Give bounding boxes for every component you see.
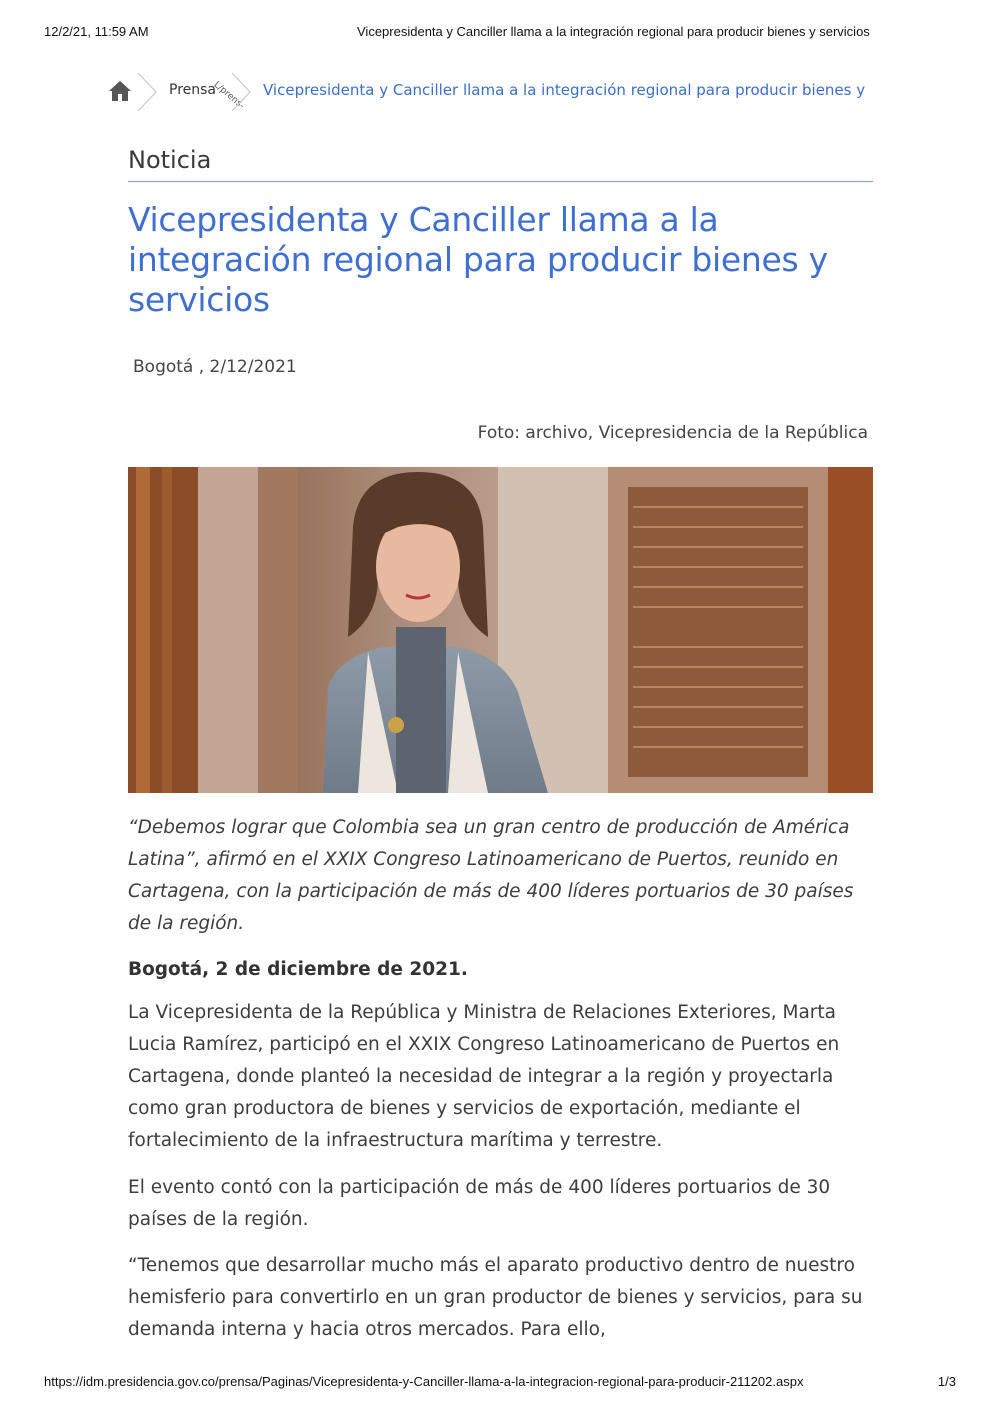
print-footer <box>44 1374 956 1392</box>
print-footer-url: https://idm.presidencia.gov.co/prensa/Paginas/Vicepresidenta-y-Canciller-llama-a-la-integracion-regional-para-producir-211202.aspx <box>44 1374 804 1389</box>
photo-caption: Foto: archivo, Vicepresidencia de la República <box>477 423 868 443</box>
article-paragraph: La Vicepresidenta de la República y Ministra de Relaciones Exteriores, Marta Lucia Ramírez, participó en el XXIX Congreso Latinoamericano de Puertos en Cartagena, donde planteó la necesidad de integrar a la región y proyectarla como gran productora de bienes y servicios de exportación, mediante el fortalecimiento de la infraestructura marítima y terrestre. <box>128 1002 840 1151</box>
article-date-strong: Bogotá, 2 de diciembre de 2021. <box>128 959 468 980</box>
article-dateline: Bogotá , 2/12/2021 <box>133 357 297 377</box>
section-divider <box>128 181 873 182</box>
breadcrumb <box>108 72 908 112</box>
breadcrumb-slug-text: L/prens- <box>211 80 246 112</box>
print-header <box>44 24 956 42</box>
breadcrumb-separator-icon <box>136 72 160 112</box>
article-paragraph: El evento contó con la participación de más de 400 líderes portuarios de 30 países de la región. <box>128 1177 831 1230</box>
article-photo <box>128 467 873 793</box>
print-timestamp: 12/2/21, 11:59 AM <box>44 24 149 39</box>
breadcrumb-prensa-link[interactable]: Prensa <box>169 82 217 98</box>
article-paragraph: “Tenemos que desarrollar mucho más el aparato productivo dentro de nuestro hemisferio para convertirlo en un gran productor de bienes y servicios, para su demanda interna y hacia otros mercados. Para ello, <box>128 1255 863 1340</box>
article-headline: Vicepresidenta y Canciller llama a la integración regional para producir bienes y servicios <box>128 200 828 319</box>
article-lead: “Debemos lograr que Colombia sea un gran centro de producción de América Latina”, afirmó en el XXIX Congreso Latinoamericano de Puertos, reunido en Cartagena, con la participación de más de 400 líderes portuarios de 30 países de la región. <box>128 817 854 934</box>
print-page-number: 1/3 <box>937 1374 956 1389</box>
breadcrumb-current-page[interactable]: Vicepresidenta y Canciller llama a la integración regional para producir bienes y <box>263 81 866 99</box>
home-icon[interactable] <box>108 80 132 102</box>
print-page-title: Vicepresidenta y Canciller llama a la integración regional para producir bienes y servicios <box>357 24 870 39</box>
breadcrumb-separator-icon <box>230 72 254 112</box>
section-label: Noticia <box>128 146 212 174</box>
